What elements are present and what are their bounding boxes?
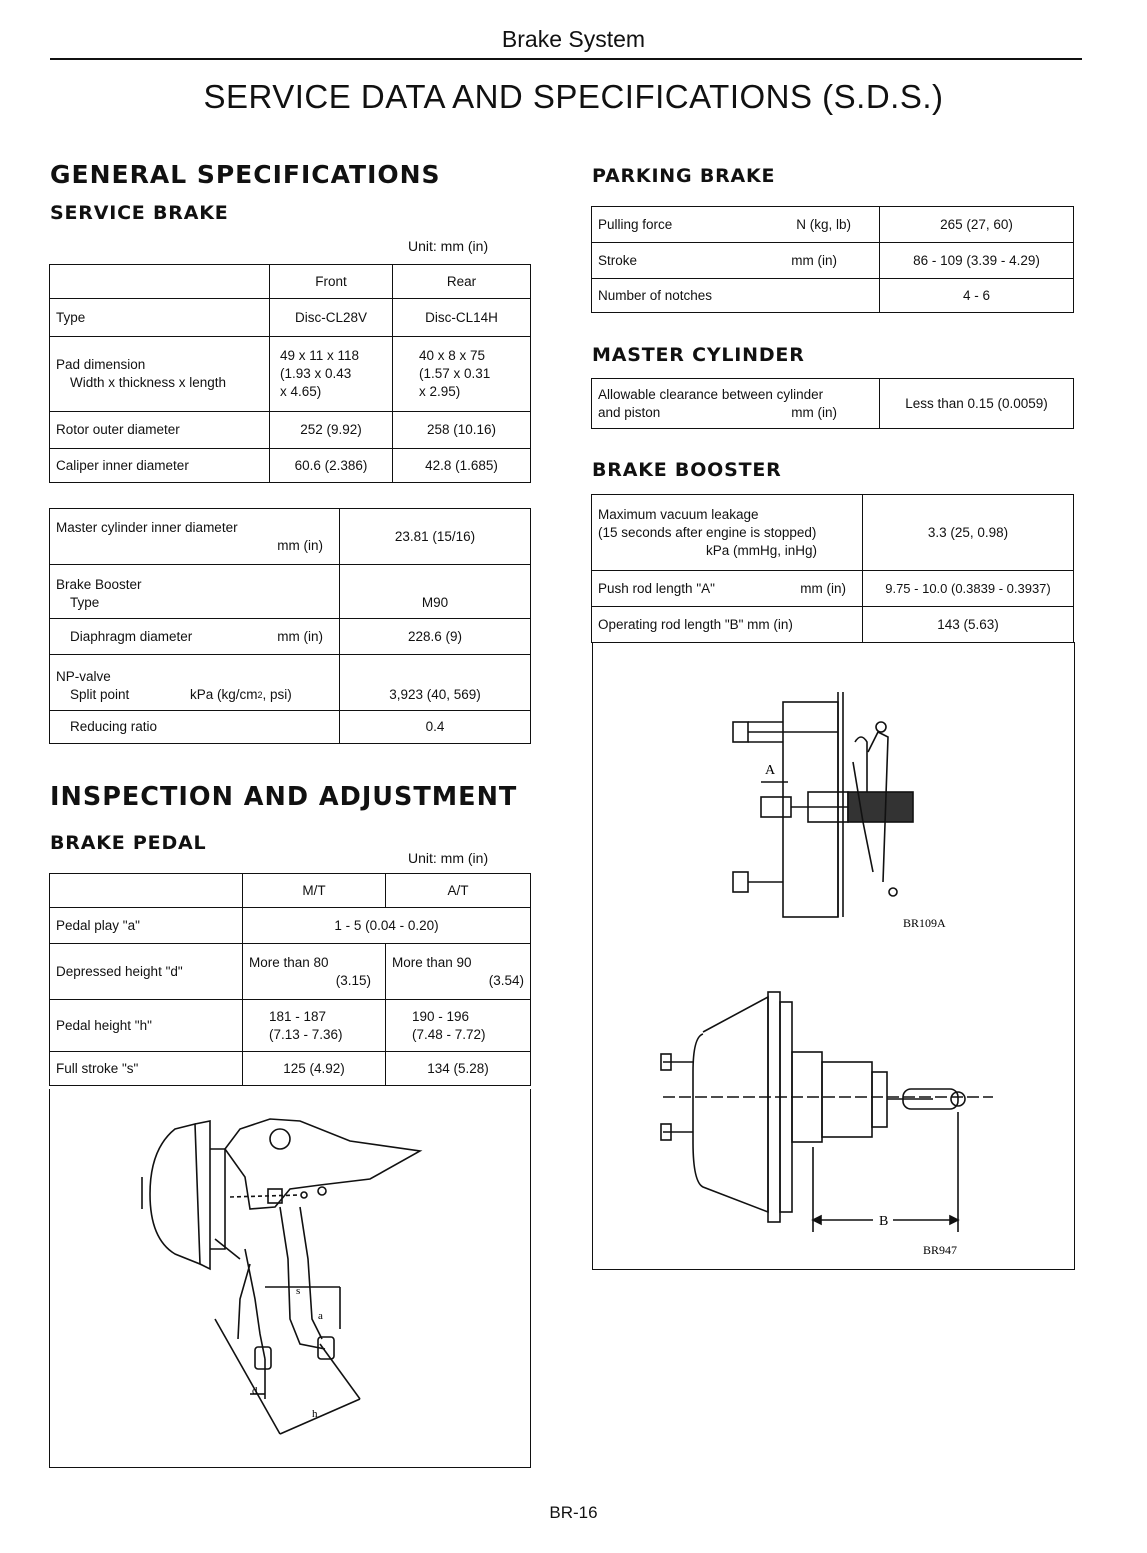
table-row: Brake Booster Type M90 (50, 565, 531, 619)
brake-booster-table (591, 494, 1074, 643)
label-b-dimension: B (879, 1214, 889, 1229)
page-number: BR-16 (549, 1503, 598, 1522)
table-row: Type Disc-CL28V Disc-CL14H (50, 299, 531, 337)
table-row: Caliper inner diameter 60.6 (2.386) 42.8 (1.685) (50, 449, 531, 483)
master-cylinder-table (591, 378, 1074, 429)
master-cylinder-heading: MASTER CYLINDER (592, 344, 805, 366)
brake-pedal-figure (49, 1089, 531, 1468)
table-row: Rotor outer diameter 252 (9.92) 258 (10.16) (50, 412, 531, 449)
table-row: Pad dimension Width x thickness x length 49 x 11 x 118 (1.93 x 0.43 x 4.65) 40 x 8 x 75 (1.57 x 0.31 x 2.95) (50, 337, 531, 412)
table-row: Master cylinder inner diameter mm (in) 23.81 (15/16) (50, 509, 531, 565)
section-header: Brake System (501, 26, 646, 52)
table-row: Stroke mm (in) 86 - 109 (3.39 - 4.29) (592, 243, 1074, 279)
general-specifications-heading: GENERAL SPECIFICATIONS (50, 160, 441, 189)
col-at: A/T (386, 874, 531, 908)
label-s: s (296, 1285, 301, 1297)
inspection-heading: INSPECTION AND ADJUSTMENT (50, 782, 518, 812)
label-h: h (312, 1408, 318, 1420)
table-row: Allowable clearance between cylinder and piston mm (in) Less than 0.15 (0.0059) (592, 379, 1074, 429)
figure-code-br109a: BR109A (903, 916, 946, 930)
brake-pedal-table (49, 873, 531, 1086)
table-row: Maximum vacuum leakage (15 seconds after engine is stopped) kPa (mmHg, inHg) 3.3 (25, 0.98) (592, 495, 1074, 571)
col-front: Front (270, 265, 393, 299)
table-row: Full stroke "s" 125 (4.92) 134 (5.28) (50, 1052, 531, 1086)
service-brake-heading: SERVICE BRAKE (50, 202, 229, 224)
brake-pedal-heading: BRAKE PEDAL (50, 832, 207, 854)
header-rule (50, 58, 1082, 60)
table-row: Pedal height "h" 181 - 187 (7.13 - 7.36) 190 - 196 (7.48 - 7.72) (50, 1000, 531, 1052)
service-brake-table (49, 264, 531, 483)
misc-specs-table (49, 508, 531, 744)
parking-brake-table (591, 206, 1074, 313)
parking-brake-heading: PARKING BRAKE (592, 165, 776, 187)
col-mt: M/T (243, 874, 386, 908)
table-row: Push rod length "A" mm (in) 9.75 - 10.0 (0.3839 - 0.3937) (592, 571, 1074, 607)
col-rear: Rear (393, 265, 531, 299)
table-row: Reducing ratio 0.4 (50, 711, 531, 744)
service-brake-unit: Unit: mm (in) (408, 238, 489, 254)
table-row: Diaphragm diameter mm (in) 228.6 (9) (50, 619, 531, 655)
figure-code-br947: BR947 (923, 1243, 958, 1257)
table-row: Depressed height "d" More than 80 (3.15) More than 90 (3.54) (50, 944, 531, 1000)
brake-pedal-unit: Unit: mm (in) (408, 850, 489, 866)
brake-booster-figure (592, 642, 1075, 1270)
table-row: Number of notches 4 - 6 (592, 279, 1074, 313)
table-row: Operating rod length "B" mm (in) 143 (5.63) (592, 607, 1074, 643)
table-row: Pulling force N (kg, lb) 265 (27, 60) (592, 207, 1074, 243)
label-a-dimension: A (765, 763, 776, 778)
label-a: a (318, 1310, 323, 1322)
brake-booster-heading: BRAKE BOOSTER (592, 459, 782, 481)
label-d: d (252, 1385, 258, 1397)
brake-pedal-diagram (50, 1089, 530, 1467)
table-row: NP-valve Split point kPa (kg/cm 2 , psi) 3,923 (40, 569) (50, 655, 531, 711)
booster-diagram (593, 642, 1074, 1269)
page-title: SERVICE DATA AND SPECIFICATIONS (S.D.S.) (203, 78, 944, 115)
table-row: Pedal play "a" 1 - 5 (0.04 - 0.20) (50, 908, 531, 944)
